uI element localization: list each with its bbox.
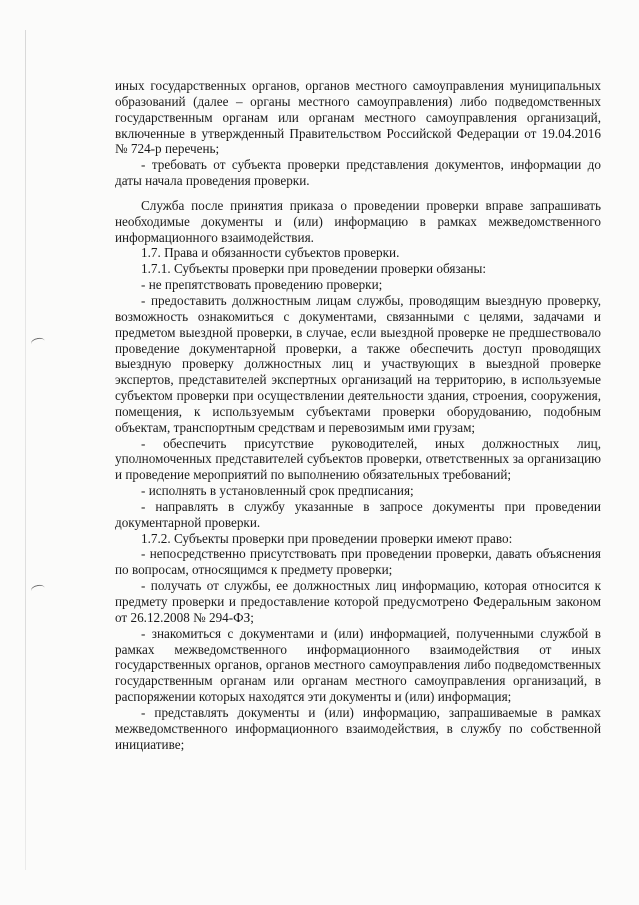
punch-hole-mark xyxy=(30,337,46,349)
list-item: - непосредственно присутствовать при проведении проверки, давать объяснения по вопросам, относящимся к предмету проверки; xyxy=(115,546,601,578)
section-heading: 1.7. Права и обязанности субъектов проверки. xyxy=(141,245,400,261)
list-item: - знакомиться с документами и (или) информацией, полученными службой в рамках межведомственного информационного взаимодействия от иных государственных органов, органов местного самоуправления либо подведомственных государственным органам или органам местного самоуправления организаций, в распоряжении которых находятся эти документы и (или) информация; xyxy=(115,625,601,705)
subsection-heading: 1.7.1. Субъекты проверки при проведении проверки обязаны: xyxy=(141,261,487,277)
list-item: - не препятствовать проведению проверки; xyxy=(141,277,383,293)
list-item: - направлять в службу указанные в запросе документы при проведении документарной проверки. xyxy=(115,498,601,530)
list-item: - исполнять в установленный срок предписания; xyxy=(141,483,414,499)
paragraph: Служба после принятия приказа о проведении проверки вправе запрашивать необходимые документы и (или) информацию в рамках межведомственного информационного взаимодействия. xyxy=(115,197,601,245)
subsection-heading: 1.7.2. Субъекты проверки при проведении проверки имеют право: xyxy=(141,530,513,546)
list-item: - предоставить должностным лицам службы, проводящим выездную проверку, возможность ознакомиться с документами, связанными с целями, задачами и предметом выездной проверки, в случае, если выездной проверке не предшествовало проведение документарной проверки, а также обеспечить доступ проводящих выездную проверку должностных лиц и участвующих в выездной проверке экспертов, представителей экспертных организаций на территорию, в используемые субъектом проверки при осуществлении деятельности здания, строения, сооружения, помещения, к используемым субъектами проверки оборудованию, подобным объектам, транспортным средствам и перевозимым ими грузам; xyxy=(115,292,601,435)
list-item: - требовать от субъекта проверки представления документов, информации до даты начала проведения проверки. xyxy=(115,157,601,189)
punch-hole-mark xyxy=(30,584,46,596)
paragraph-continuation: иных государственных органов, органов местного самоуправления муниципальных образований (далее – органы местного самоуправления) либо подведомственных государственным органам или органам местного самоуправления организаций, включенные в утвержденный Правительством Российской Федерации от 19.04.2016 № 724-р перечень; xyxy=(115,78,601,157)
document-body xyxy=(115,78,601,752)
list-item: - представлять документы и (или) информацию, запрашиваемые в рамках межведомственного информационного взаимодействия, в службу по собственной инициативе; xyxy=(115,704,601,752)
list-item: - обеспечить присутствие руководителей, иных должностных лиц, уполномоченных представителей субъектов проверки, ответственных за организацию и проведение мероприятий по выполнению обязательных требований; xyxy=(115,435,601,483)
list-item: - получать от службы, ее должностных лиц информацию, которая относится к предмету проверки и предоставление которой предусмотрено Федеральным законом от 26.12.2008 № 294-ФЗ; xyxy=(115,578,601,625)
scan-edge-line xyxy=(25,30,26,870)
